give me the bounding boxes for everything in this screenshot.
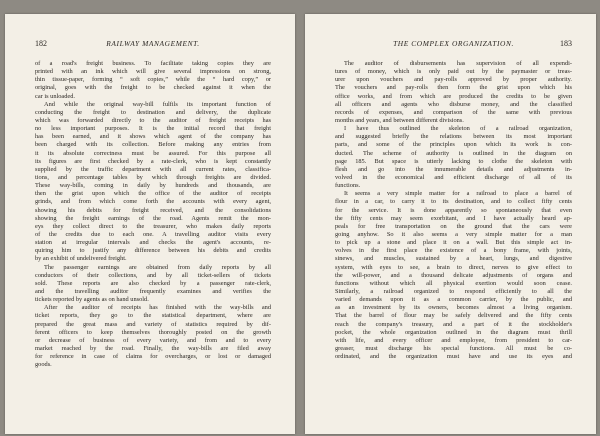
running-head: THE COMPLEX ORGANIZATION. (393, 39, 514, 48)
text-line: thin tissue-paper, forming “ soft copies,” while the “ hard copy,” or (35, 76, 271, 84)
text-line: no less important purposes. It is the initial record that freight (35, 125, 271, 133)
text-line: then the grist upon which the office of the auditor of receipts (35, 190, 271, 198)
text-line: conducting the freight to destination and delivery, the duplicate (35, 108, 271, 116)
text-line: which was forwarded directly to the auditor of freight receipts has (35, 116, 271, 124)
text-line: functions. (335, 182, 361, 190)
text-line: These way-bills, coming in daily by hundreds and thousands, are (35, 182, 271, 190)
text-line: quiring him to justify any difference between his debits and credits (35, 247, 271, 255)
text-line: or decrease of business of every variety, and from and to every (35, 336, 271, 344)
text-line: system, with eyes to see, a brain to direct, nerves to give effect to (335, 263, 572, 271)
text-line: flesh and go into the innumerable details and adjustments in- (335, 165, 572, 173)
text-line: varied demands upon it as a common carrier, by the public, and (335, 296, 572, 304)
text-line: prepared the great mass and variety of statistics required by dif- (35, 320, 271, 328)
text-line: peals for free transportation on the ground that the cars were (335, 222, 572, 230)
text-line: Similarly, a railroad organized to respond efficiently to all the (335, 287, 572, 295)
text-line: eys they collect direct to the treasurer, who makes daily reports (35, 222, 271, 230)
text-line: ducted. The scheme of authority is outlined in the diagram on (335, 149, 572, 157)
left-page-header (35, 39, 271, 49)
text-line: flour in a car, to carry it to its destination, and to collect fifty cents (335, 198, 572, 206)
page-number: 183 (560, 39, 572, 48)
text-line: showing his debits for freight received, and the consolidations (35, 206, 271, 214)
text-line: tickets reported by agents as on hand unsold. (35, 296, 149, 304)
text-line: station at irregular intervals and checks the agent's accounts, re- (35, 239, 271, 247)
text-line: greaser, must discharge his special functions. All must be co- (335, 344, 572, 352)
text-line: That the barrel of flour may be safely delivered and the fifty cents (335, 312, 572, 320)
text-line: for the service. It is done apparently so spontaneously that even (335, 206, 572, 214)
text-line: tions, and percentage tables by which through freights are divided. (35, 173, 271, 181)
text-line: the fifty cents may seem exorbitant, and I have actually heard ap- (335, 214, 572, 222)
text-line: of the credits due to each one. A travelling auditor visits every (35, 230, 271, 238)
text-line: conductors of their collections, and by all ticket-sellers of tickets (35, 271, 271, 279)
text-line: original, goes with the freight to be checked against it when the (35, 84, 271, 92)
right-page-text (335, 60, 572, 361)
text-line: pocket, the whole organization outlined in the diagram must thrill (335, 328, 572, 336)
text-line: volved in the economical and efficient discharge of all of its (335, 173, 572, 181)
text-line: volves in the first place the existence of a bony frame, with joints, (335, 247, 572, 255)
text-line: ferent officers to keep themselves thoroughly posted on the growth (35, 328, 271, 336)
text-line: with life, and every officer and employee, from president to car- (335, 336, 572, 344)
text-line: The vouchers and pay-rolls then form the grist upon which his (335, 84, 572, 92)
text-line: car is unloaded. (35, 92, 75, 100)
left-page-text (35, 60, 271, 369)
text-line: And while the original way-bill fulfils its important function of (44, 100, 271, 108)
text-line: After the auditor of receipts has finished with the way-bills and (44, 304, 271, 312)
text-line: its figures are first checked by a rate-clerk, who is kept constantly (35, 157, 271, 165)
text-line: sinews, and muscles, sustained by a heart, lungs, and digestive (335, 255, 572, 263)
text-line: and suggested briefly the relations between its most important (335, 133, 572, 141)
text-line: ticket reports, they go to the statistical department, where are (35, 312, 271, 320)
running-head: RAILWAY MANAGEMENT. (106, 39, 200, 48)
text-line: supplied by the traffic department with all current rates, classifica- (35, 165, 271, 173)
right-page (305, 14, 596, 434)
text-line: for reference in case of claims for overcharges, or lost or damaged (35, 353, 271, 361)
text-line: as an investment by its owners, becomes almost a living organism. (335, 304, 572, 312)
page-number: 182 (35, 39, 47, 48)
text-line: page 185. But space is utterly lacking to clothe the skeleton with (335, 157, 572, 165)
text-line: going anyhow. So it also seems a very simple matter for a man (335, 230, 572, 238)
text-line: It seems a very simple matter for a railroad to place a barrel of (344, 190, 572, 198)
text-line: and the travelling auditor frequently examines and verifies the (35, 287, 271, 295)
text-line: reach the company's treasury, and a part of it the stockholder's (335, 320, 572, 328)
text-line: months and years, and between different divisions. (335, 116, 464, 124)
text-line: tures of money, which is only paid out by the paymaster or treas- (335, 68, 572, 76)
text-line: urer upon vouchers and pay-rolls approved by proper authority. (335, 76, 572, 84)
text-line: of a road's freight business. To facilitate taking copies they are (35, 60, 271, 67)
text-line: been charged with its collection. Before making any entries from (35, 141, 271, 149)
text-line: the will-power, and a thousand delicate adjustments of organs and (335, 271, 572, 279)
text-line: The passenger earnings are obtained from daily reports by all (44, 263, 271, 271)
text-line: all officers and agents who disburse money, and the classified (335, 100, 572, 108)
text-line: showing the freight earnings of the road. Agents remit the mon- (35, 214, 271, 222)
text-line: grinds, and from which come forth the accounts with every agent, (35, 198, 271, 206)
text-line: sold. These reports are also checked by a passenger rate-clerk, (35, 279, 271, 287)
text-line: office works, and from which are produced the credits to be given (335, 92, 572, 100)
text-line: printed with an ink which will give several impressions on strong, (35, 68, 271, 76)
text-line: parts, and some of the principles upon which its work is con- (335, 141, 572, 149)
text-line: goods. (35, 361, 52, 369)
text-line: market reached by the road. Finally, the way-bills are filed away (35, 344, 271, 352)
text-line: has been earned, and it shows which agent of the company has (35, 133, 271, 141)
text-line: The auditor of disbursements has supervision of all expendi- (344, 60, 572, 67)
text-line: functions without which all physical exertion would soon cease. (335, 279, 572, 287)
text-line: to pick up a stone and place it on a wall. But this simple act in- (335, 239, 572, 247)
text-line: by an exhibit of undelivered freight. (35, 255, 127, 263)
text-line: it its absolute correctness must be assured. For this purpose all (35, 149, 271, 157)
left-page (5, 14, 295, 434)
text-line: records of expenses, and comparison of the same with previous (335, 108, 572, 116)
right-page-header (335, 39, 572, 49)
text-line: ordinated, and the organization must have and use its eyes and (335, 353, 572, 361)
text-line: I have thus outlined the skeleton of a railroad organization, (344, 125, 572, 133)
